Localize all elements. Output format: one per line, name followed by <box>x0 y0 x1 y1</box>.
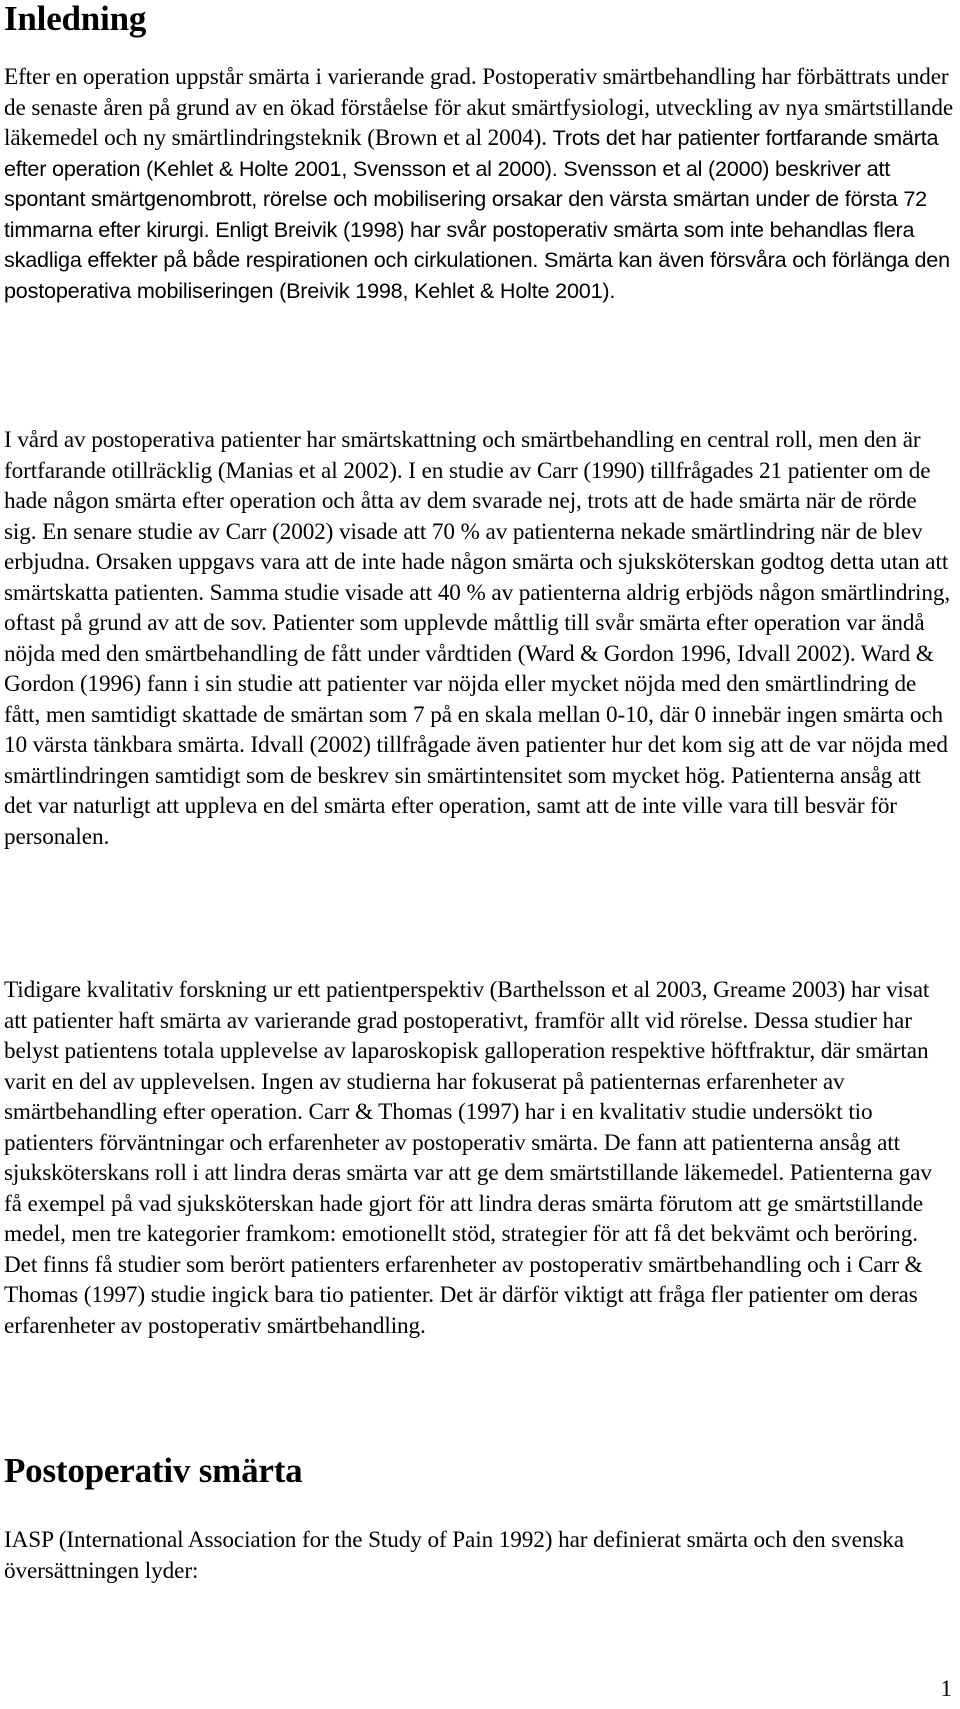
section-heading-inledning: Inledning <box>4 0 147 38</box>
paragraph-intro-2: I vård av postoperativa patienter har smärtskattning och smärtbehandling en central roll, men den är fortfarande otillräcklig (Manias et al 2002). I en studie av Carr (1990) tillfrågades 21 patienter om de hade någon smärta efter operation och åtta av dem svarade nej, trots att de hade smärta när de rörde sig. En senare studie av Carr (2002) visade att 70 % av patienterna nekade smärtlindring när de blev erbjudna. Orsaken uppgavs vara att de inte hade någon smärta och sjuksköterskan godtog detta utan att smärtskatta patienten. Samma studie visade att 40 % av patienterna aldrig erbjöds någon smärtlindring, oftast på grund av att de sov. Patienter som upplevde måttlig till svår smärta efter operation var ändå nöjda med den smärtbehandling de fått under vårdtiden (Ward & Gordon 1996, Idvall 2002). Ward & Gordon (1996) fann i sin studie att patienter var nöjda eller mycket nöjda med den smärtlindring de fått, men samtidigt skattade de smärtan som 7 på en skala mellan 0-10, där 0 innebär ingen smärta och 10 värsta tänkbara smärta. Idvall (2002) tillfrågade även patienter hur det kom sig att de var nöjda med smärtlindringen samtidigt som de beskrev sin smärtintensitet som mycket hög. Patienterna ansåg att det var naturligt att uppleva en del smärta efter operation, samt att de inte ville vara till besvär för personalen. <box>4 427 951 850</box>
paragraph-intro-3: Tidigare kvalitativ forskning ur ett patientperspektiv (Barthelsson et al 2003, Greame 2003) har visat att patienter haft smärta av varierande grad postoperativt, framför allt vid rörelse. Dessa studier har belyst patientens totala upplevelse av laparoskopisk galloperation respektive höftfraktur, där smärtan varit en del av upplevelsen. Ingen av studierna har fokuserat på patienternas erfarenheter av smärtbehandling efter operation. Carr & Thomas (1997) har i en kvalitativ studie undersökt tio patienters förväntningar och erfarenheter av postoperativ smärta. De fann att patienterna ansåg att sjuksköterskans roll i att lindra deras smärta var att ge dem smärtstillande läkemedel. Patienterna gav få exempel på vad sjuksköterskan hade gjort för att lindra deras smärta förutom att ge smärtstillande medel, men tre kategorier framkom: emotionellt stöd, strategier för att få det bekvämt och beröring. Det finns få studier som berört patienters erfarenheter av postoperativ smärtbehandling och i Carr & Thomas (1997) studie ingick bara tio patienter. Det är därför viktigt att fråga fler patienter om deras erfarenheter av postoperativ smärtbehandling. <box>4 977 932 1339</box>
section-heading-postoperativ-smarta: Postoperativ smärta <box>4 1451 303 1490</box>
paragraph-intro-1 <box>4 62 954 306</box>
paragraph-intro-1-part-a: Efter en operation uppstår smärta i varierande grad. Postoperativ smärtbehandling har förbättrats under de senaste åren på grund av en ökad förståelse för akut smärtfysiologi, utveckling av nya smärtstillande läkemedel och ny smärtlindringsteknik (Brown et al 2004). <box>4 64 954 151</box>
paragraph-postop-1: IASP (International Association for the Study of Pain 1992) har definierat smärta och den svenska översättningen lyder: <box>4 1527 904 1584</box>
paragraph-intro-1-part-b: Trots det har patienter fortfarande smärta efter operation (Kehlet & Holte 2001, Svensson et al 2000). Svensson et al (2000) beskriver att spontant smärtgenombrott, rörelse och mobilisering orsakar den värsta smärtan under de första 72 timmarna efter kirurgi. Enligt Breivik (1998) har svår postoperativ smärta som inte behandlas flera skadliga effekter på både respirationen och cirkulationen. Smärta kan även försvåra och förlänga den postoperativa mobiliseringen (Breivik 1998, Kehlet & Holte 2001). <box>4 125 950 303</box>
page-number: 1 <box>940 1676 952 1701</box>
